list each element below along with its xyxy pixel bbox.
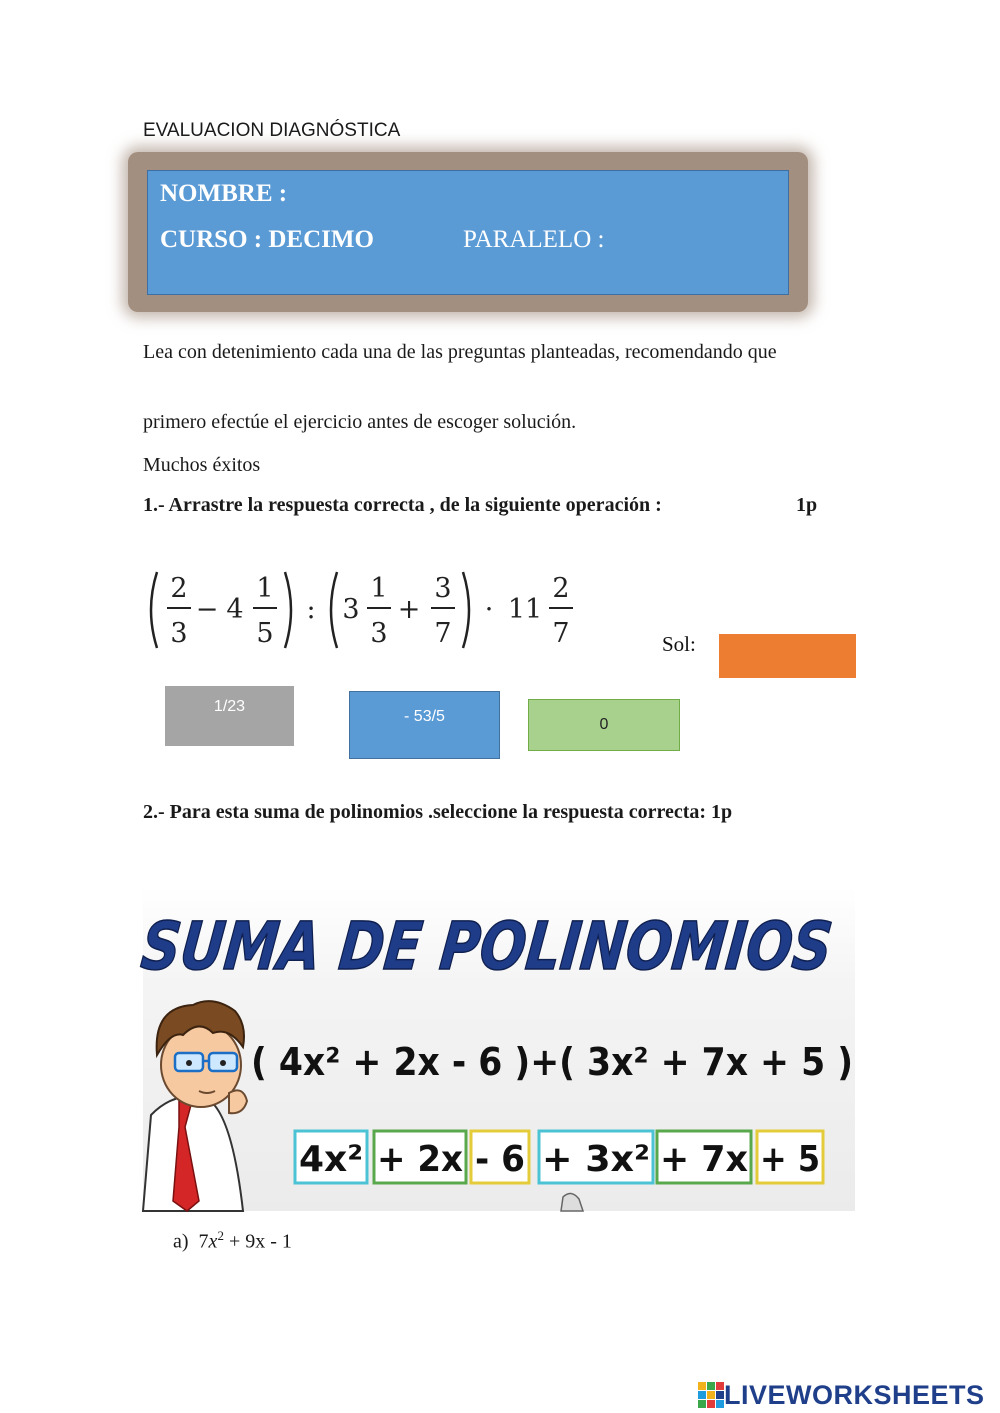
answer-option-2[interactable]: - 53/5: [349, 691, 500, 759]
frac-5-numerator: 2: [552, 573, 570, 604]
frac-1-denominator: 3: [170, 618, 188, 649]
polynomial-expression: ( 4x² + 2x - 6 )+( 3x² + 7x + 5 ): [251, 1040, 853, 1084]
term-box-6: + 5: [760, 1139, 820, 1180]
document-title: EVALUACION DIAGNÓSTICA: [143, 120, 401, 141]
fraction-operation-formula: [143, 560, 603, 660]
solution-drop-zone[interactable]: [719, 634, 856, 678]
answer-a-rest: + 9x - 1: [228, 1230, 292, 1253]
division-colon: :: [306, 594, 316, 625]
mixed-3-whole: 3: [342, 594, 360, 625]
answer-option-a[interactable]: [173, 1228, 292, 1254]
answer-a-coefficient: 7: [198, 1230, 209, 1253]
answer-a-exponent: 2: [217, 1228, 224, 1243]
solution-label: Sol:: [662, 632, 696, 656]
banner-title: SUMA DE POLINOMIOS: [137, 908, 986, 985]
multiplication-dot: ·: [484, 594, 494, 625]
frac-1-numerator: 2: [170, 573, 188, 604]
minus-sign: −: [195, 594, 219, 625]
frac-2-numerator: 1: [256, 573, 274, 604]
intro-line-2: primero efectúe el ejercicio antes de escoger solución.: [143, 411, 577, 433]
term-box-4: + 3x²: [542, 1139, 650, 1180]
frac-2-denominator: 5: [256, 618, 274, 649]
term-box-5: + 7x: [660, 1139, 748, 1180]
intro-line-3: Muchos éxitos: [143, 454, 261, 476]
answer-option-1[interactable]: 1/23: [165, 686, 294, 746]
curso-label: CURSO : DECIMO: [160, 226, 374, 253]
frac-5-denominator: 7: [552, 618, 570, 649]
liveworksheets-logo-text: LIVEWORKSHEETS: [724, 1379, 985, 1410]
answer-a-letter: a): [173, 1230, 189, 1253]
frac-3-denominator: 3: [370, 618, 388, 649]
intro-line-1: Lea con detenimiento cada una de las preguntas planteadas, recomendando que: [143, 341, 777, 363]
plus-sign: +: [397, 594, 421, 625]
term-box-2: + 2x: [377, 1139, 463, 1180]
liveworksheets-logo-icon: [698, 1382, 724, 1408]
question-2-title: 2.- Para esta suma de polinomios .seleccione la respuesta correcta: 1p: [143, 801, 733, 823]
paralelo-label: PARALELO :: [463, 226, 605, 253]
answer-option-3[interactable]: 0: [528, 699, 680, 751]
liveworksheets-logo: [698, 1378, 985, 1412]
term-box-1: 4x²: [299, 1139, 363, 1180]
answer-a-variable: x: [208, 1230, 218, 1253]
frac-3-numerator: 1: [370, 573, 388, 604]
mixed-5-whole: 11: [507, 594, 543, 625]
frac-4-denominator: 7: [434, 618, 452, 649]
question-1-title: 1.- Arrastre la respuesta correcta , de la siguiente operación :: [143, 494, 662, 516]
nombre-label: NOMBRE :: [160, 180, 288, 207]
polynomial-sum-illustration: [137, 887, 986, 1211]
term-box-3: - 6: [475, 1139, 525, 1180]
frac-4-numerator: 3: [434, 573, 452, 604]
question-1-points: 1p: [796, 494, 818, 516]
mixed-2-whole: 4: [226, 594, 244, 625]
